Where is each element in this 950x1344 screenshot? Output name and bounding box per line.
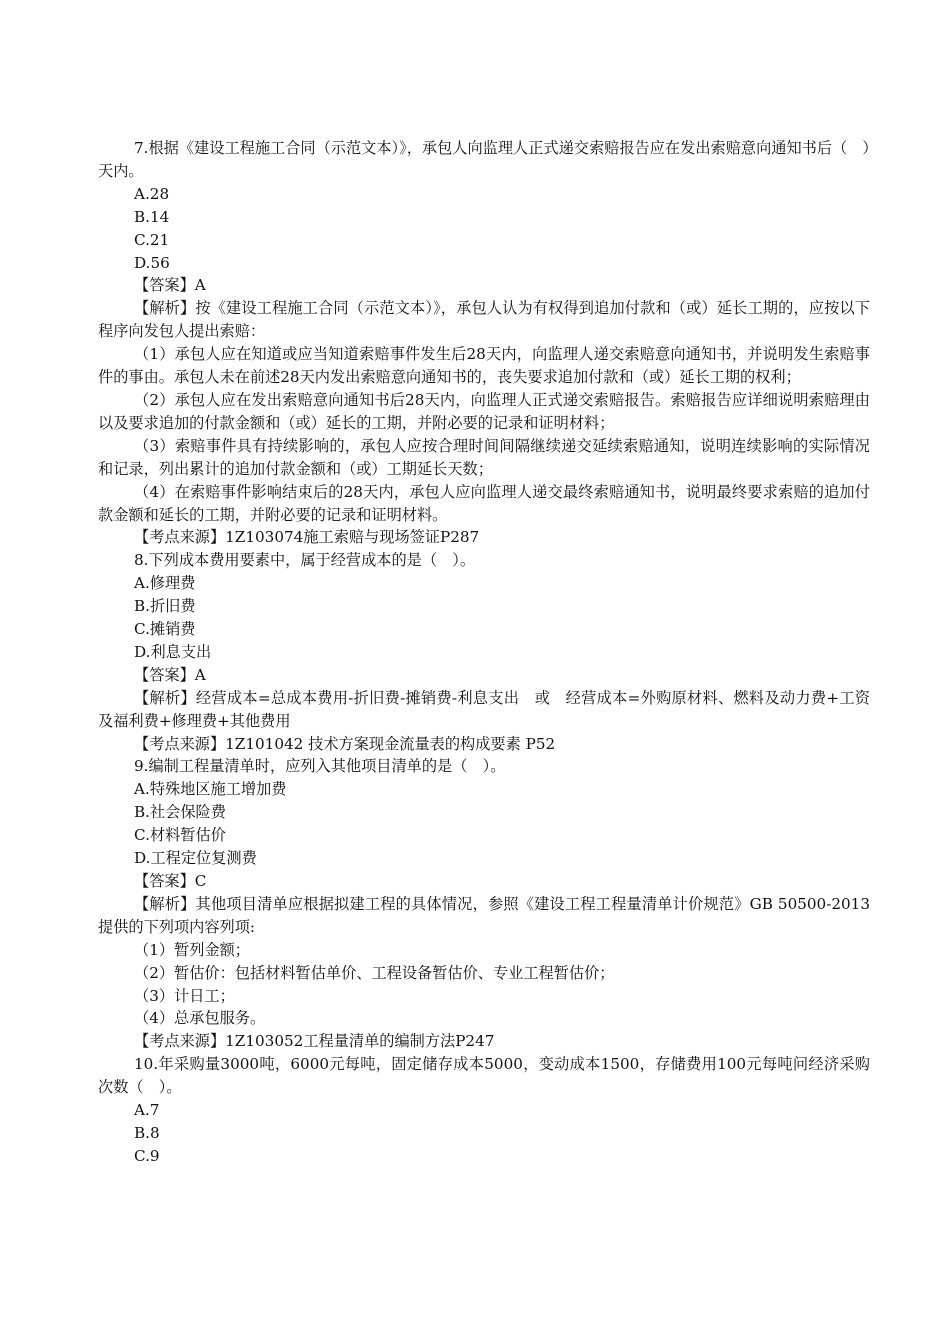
question-7-source: 【考点来源】1Z103074施工索赔与现场签证P287 xyxy=(134,528,480,547)
question-7-analysis: 【解析】按《建设工程施工合同（示范文本）》，承包人认为有权得到追加付款和（或）延长工期的，应按以下程序向发包人提出索赔： xyxy=(98,299,870,341)
question-9-option-c: C.材料暂估价 xyxy=(134,826,226,845)
question-9-item-4: （4）总承包服务。 xyxy=(134,1009,266,1028)
question-7-option-a: A.28 xyxy=(134,184,170,203)
question-9-option-d: D.工程定位复测费 xyxy=(134,849,257,868)
question-10-stem: 10.年采购量3000吨，6000元每吨，固定储存成本5000，变动成本1500，存储费用100元每吨问经济采购次数（ ）。 xyxy=(98,1055,870,1097)
question-9-item-2: （2）暂估价：包括材料暂估单价、工程设备暂估价、专业工程暂估价； xyxy=(134,963,615,982)
question-9-source: 【考点来源】1Z103052工程量清单的编制方法P247 xyxy=(134,1032,495,1051)
question-8-stem: 8.下列成本费用要素中，属于经营成本的是（ ）。 xyxy=(134,551,476,570)
question-8-option-b: B.折旧费 xyxy=(134,597,196,616)
question-7-option-b: B.14 xyxy=(134,207,170,226)
question-10-option-a: A.7 xyxy=(134,1101,160,1120)
question-9-option-b: B.社会保险费 xyxy=(134,803,226,822)
question-7-step-3: （3）索赔事件具有持续影响的，承包人应按合理时间间隔继续递交延续索赔通知，说明连续影响的实际情况和记录，列出累计的追加付款金额和（或）工期延长天数； xyxy=(98,436,870,478)
question-8-answer: 【答案】A xyxy=(134,665,206,684)
question-9-item-1: （1）暂列金额； xyxy=(134,940,250,959)
question-content xyxy=(98,137,870,1168)
question-8-source: 【考点来源】1Z101042 技术方案现金流量表的构成要素 P52 xyxy=(134,734,556,753)
question-9-option-a: A.特殊地区施工增加费 xyxy=(134,780,287,799)
question-8-option-c: C.摊销费 xyxy=(134,620,196,639)
question-7-stem: 7.根据《建设工程施工合同（示范文本）》，承包人向监理人正式递交索赔报告应在发出索赔意向通知书后（ ）天内。 xyxy=(98,139,870,180)
question-9-answer: 【答案】C xyxy=(134,872,207,890)
question-7-answer: 【答案】A xyxy=(134,276,206,295)
question-9-analysis: 【解析】其他项目清单应根据拟建工程的具体情况，参照《建设工程工程量清单计价规范》GB 50500-2013 提供的下列项内容列项: xyxy=(98,894,870,936)
question-8-option-d: D.利息支出 xyxy=(134,642,212,661)
question-7-step-1: （1）承包人应在知道或应当知道索赔事件发生后28天内，向监理人递交索赔意向通知书，并说明发生索赔事件的事由。承包人未在前述28天内发出索赔意向通知书的，丧失要求追加付款和（或）延长工期的权利； xyxy=(98,345,870,387)
question-10-option-b: B.8 xyxy=(134,1123,160,1142)
question-8 xyxy=(98,549,870,755)
question-9-stem: 9.编制工程量清单时，应列入其他项目清单的是（ ）。 xyxy=(134,757,506,776)
question-7-option-c: C.21 xyxy=(134,230,170,249)
question-7-option-d: D.56 xyxy=(134,253,170,272)
question-8-option-a: A.修理费 xyxy=(134,574,196,593)
question-10 xyxy=(98,1053,870,1168)
question-9-item-3: （3）计日工； xyxy=(134,986,235,1005)
question-7-step-2: （2）承包人应在发出索赔意向通知书后28天内，向监理人正式递交索赔报告。索赔报告应详细说明索赔理由以及要求追加的付款金额和（或）延长的工期，并附必要的记录和证明材料； xyxy=(98,390,870,432)
question-10-option-c: C.9 xyxy=(134,1146,160,1165)
question-7-step-4: （4）在索赔事件影响结束后的28天内，承包人应向监理人递交最终索赔通知书，说明最终要求索赔的追加付款金额和延长的工期，并附必要的记录和证明材料。 xyxy=(98,482,870,524)
question-8-analysis: 【解析】经营成本=总成本费用-折旧费-摊销费-利息支出 或 经营成本=外购原材料、燃料及动力费+工资及福利费+修理费+其他费用 xyxy=(98,688,870,730)
question-9 xyxy=(98,755,870,1053)
question-7 xyxy=(98,137,870,549)
